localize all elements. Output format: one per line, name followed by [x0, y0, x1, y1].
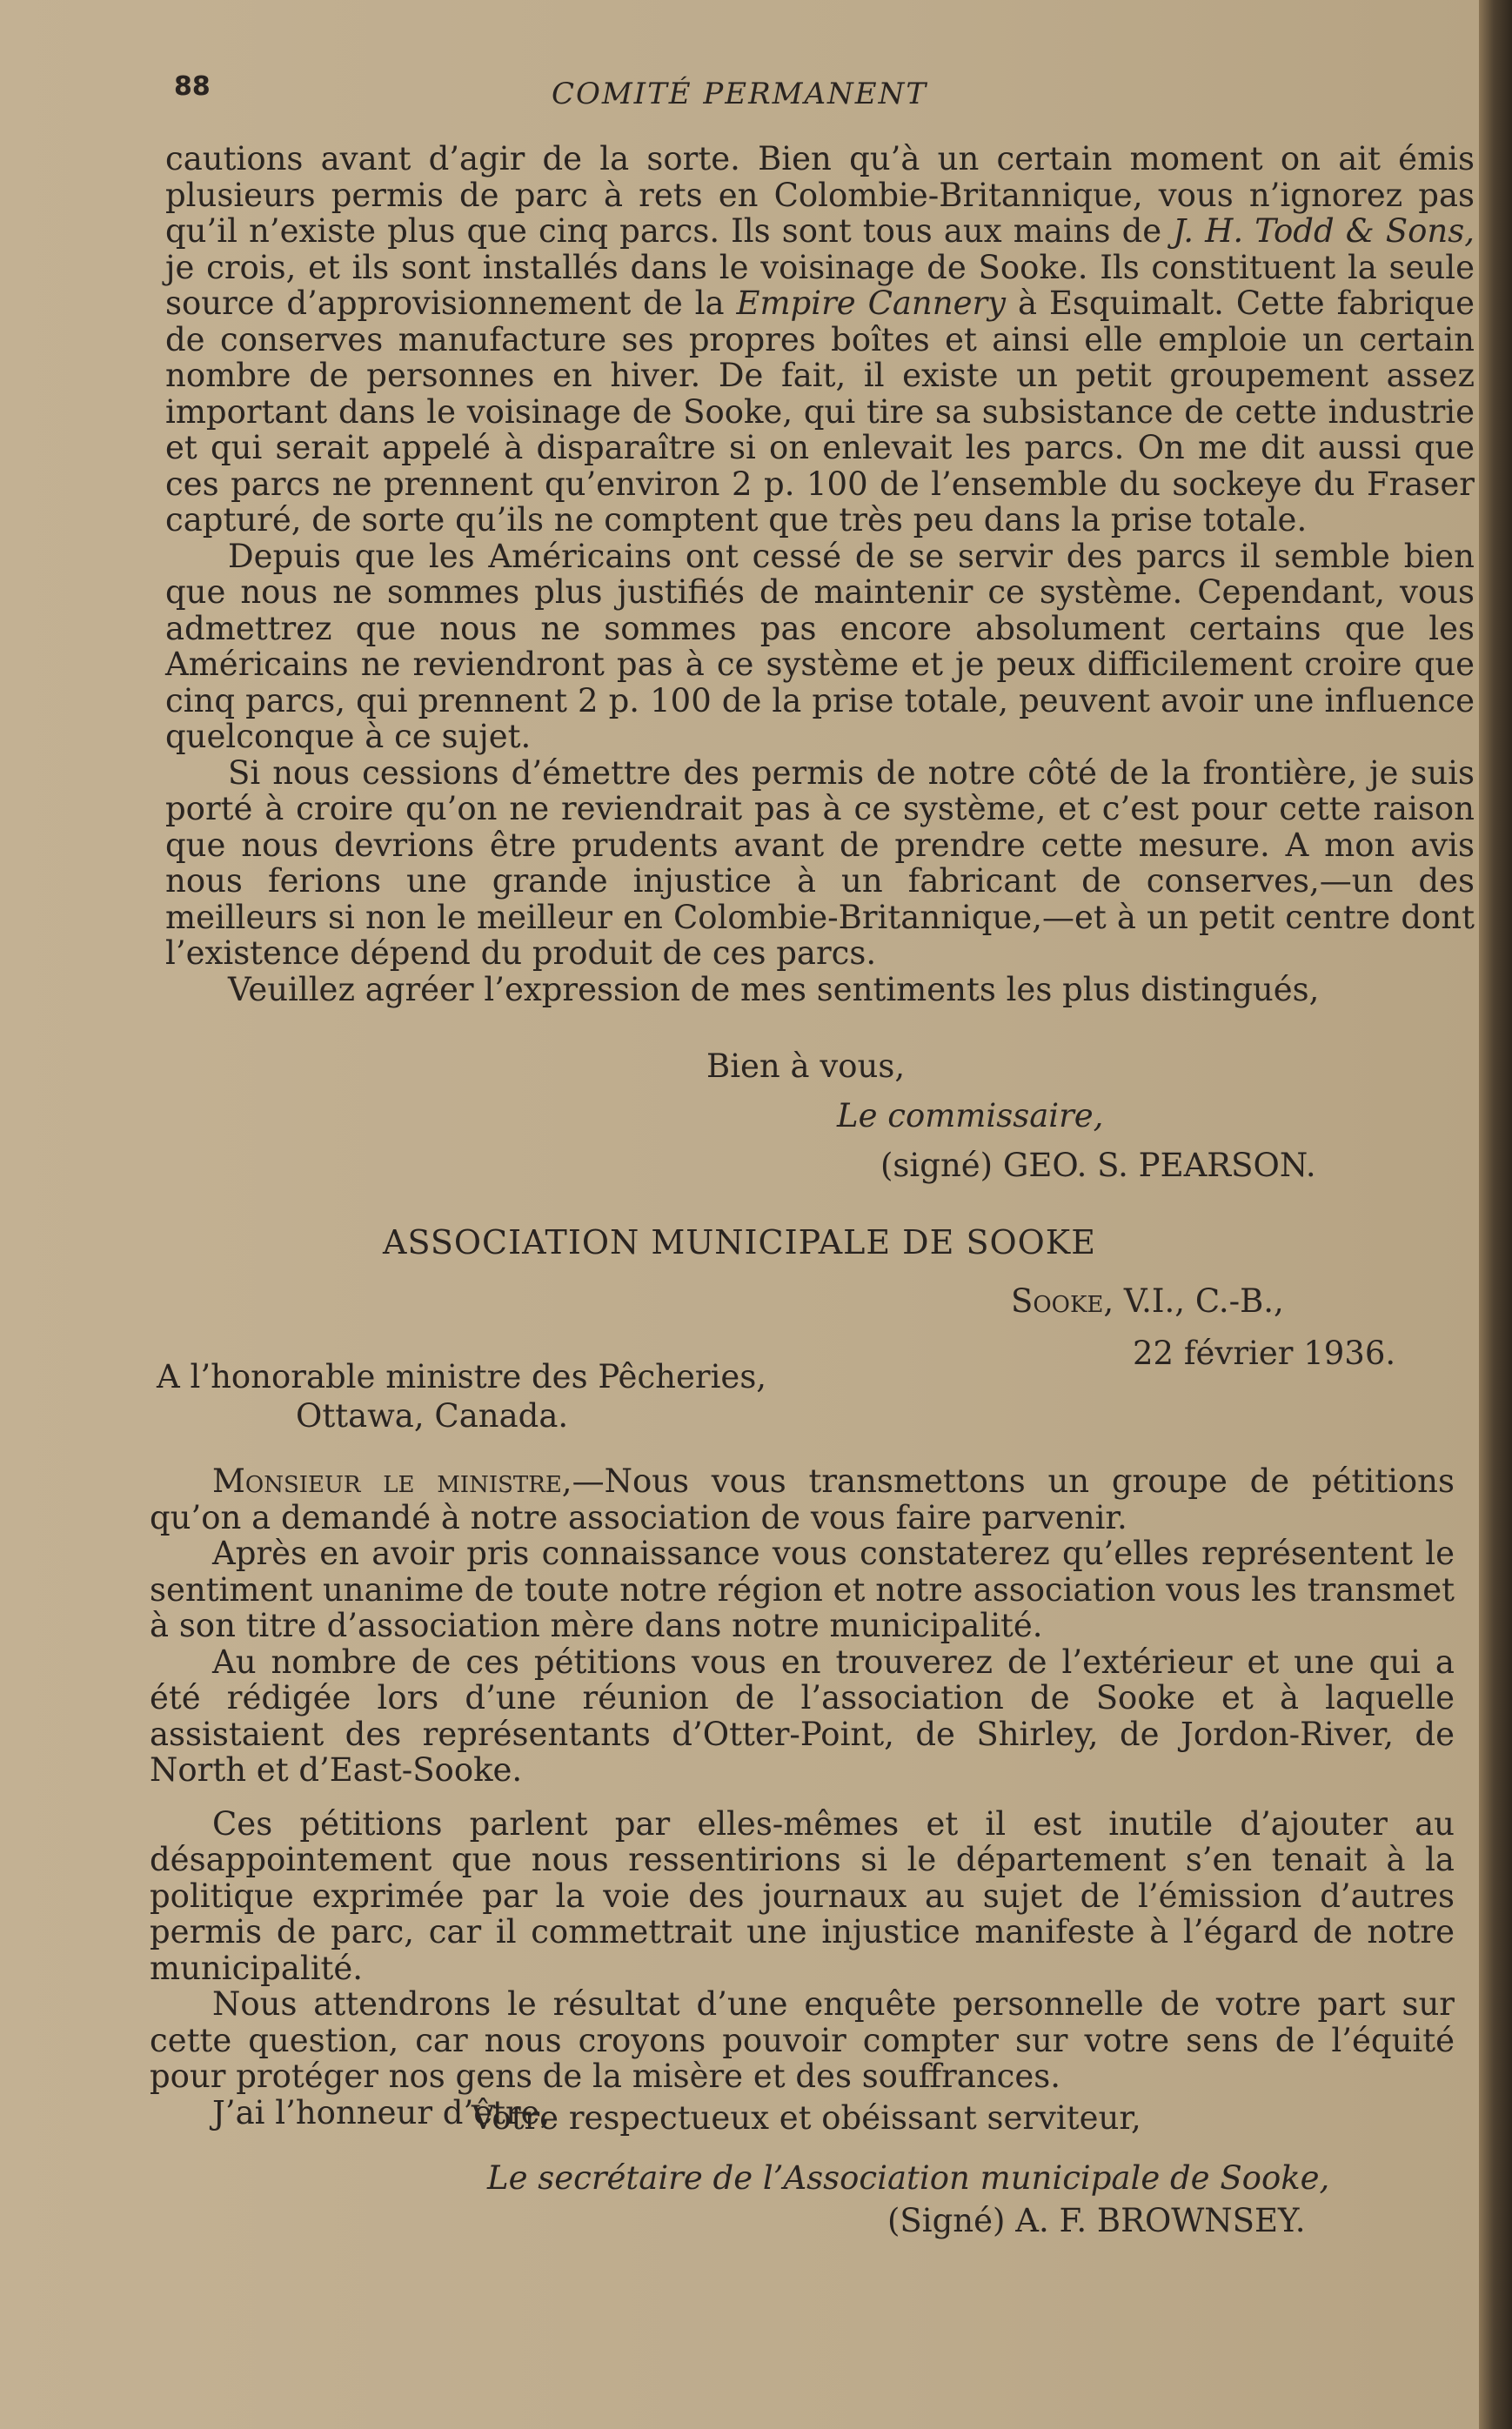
page-number: 88: [174, 71, 211, 102]
letter2-paragraph-3: Au nombre de ces pétitions vous en trouverez de l’extérieur et une qui a été rédigée lors d’une réunion de l’association de Sooke et à laquelle assistaient des représentants d’Otter-Point, de Shirley, de Jordon-River, de North et d’East-Sooke.: [150, 1643, 1455, 1789]
letter1-paragraph-3: Si nous cessions d’émettre des permis de notre côté de la frontière, je suis porté à croire qu’on ne reviendrait pas à ce système, et c’est pour cette raison que nous devrions être prudents avant de prendre cette mesure. A mon avis nous ferions une grande injustice à un fabricant de conserves,—un des meilleurs si non le meilleur en Colombie-Britannique,—et à un petit centre dont l’existence dépend du produit de ces parcs.: [165, 753, 1475, 972]
letter2-role: Le secrétaire de l’Association municipale de Sooke,: [487, 2159, 1330, 2197]
addressee-line-2: Ottawa, Canada.: [296, 1397, 569, 1435]
addressee-line-1: A l’honorable ministre des Pêcheries,: [157, 1358, 767, 1395]
letter1-paragraph-2: Depuis que les Américains ont cessé de se servir des parcs il semble bien que nous ne sommes plus justifiés de maintenir ce système. Cependant, vous admettrez que nous ne sommes pas encore absolument certains que les Américains ne reviendront pas à ce système et je peux difficilement croire que cinq parcs, qui prennent 2 p. 100 de la prise totale, peuvent avoir une influence quelconque à ce sujet.: [165, 537, 1475, 755]
letter1-valediction: Bien à vous,: [706, 1047, 906, 1085]
company-name: J. H. Todd & Sons,: [1173, 212, 1475, 250]
letter2-paragraph-4: Ces pétitions parlent par elles-mêmes et il est inutile d’ajouter au désappointement que nous ressentirions si le département s’en tenait à la politique exprimée par la voie des journaux au sujet de l’émission d’autres permis de parc, car il commettrait une injustice manifeste à l’égard de notre municipalité.: [150, 1804, 1455, 1987]
letter2-title: ASSOCIATION MUNICIPALE DE SOOKE: [383, 1223, 1096, 1261]
salutation: Monsieur le ministre,: [212, 1462, 572, 1500]
running-head: COMITÉ PERMANENT: [551, 77, 928, 111]
cannery-name: Empire Cannery: [736, 284, 1007, 322]
letter1-paragraph-4: Veuillez agréer l’expression de mes sentiments les plus distingués,: [228, 970, 1320, 1008]
letter2-valediction: Votre respectueux et obéissant serviteur,: [472, 2099, 1141, 2137]
letter2-paragraph-2: Après en avoir pris connaissance vous constaterez qu’elles représentent le sentiment unanime de toute notre région et notre association vous les transmet à son titre d’association mère dans notre municipalité.: [150, 1535, 1455, 1644]
letter1-role: Le commissaire,: [837, 1097, 1104, 1134]
letter2-closing: [0, 2100, 1479, 2238]
page-header: [0, 71, 1479, 115]
letter1-signature: (signé) GEO. S. PEARSON.: [880, 1147, 1316, 1184]
letter2-paragraph-1: Monsieur le ministre,—Nous vous transmettons un groupe de pétitions qu’on a demandé à notre association de vous faire parvenir.: [150, 1462, 1455, 1536]
letter2-body: [150, 1463, 1455, 2131]
letter2-place: Sooke, V.I., C.-B.,: [1011, 1282, 1284, 1320]
letter2-paragraph-6: J’ai l’honneur d’être,: [212, 2093, 551, 2131]
letter2-paragraph-5: Nous attendrons le résultat d’une enquête personnelle de votre part sur cette question, car nous croyons pouvoir compter sur votre sens de l’équité pour protéger nos gens de la misère et des souffrances.: [150, 1985, 1455, 2095]
page-edge: [1479, 0, 1512, 2429]
letter1-paragraph-1: cautions avant d’agir de la sorte. Bien qu’à un certain moment on ait émis plusieurs permis de parc à rets en Colombie-Britannique, vous n’ignorez pas qu’il n’existe plus que cinq parcs. Ils sont tous aux mains de J. H. Todd & Sons, je crois, et ils sont installés dans le voisinage de Sooke. Ils constituent la seule source d’approvisionnement de la Empire Cannery à Esquimalt. Cette fabrique de conserves manufacture ses propres boîtes et ainsi elle emploie un certain nombre de personnes en hiver. De fait, il existe un petit groupement assez important dans le voisinage de Sooke, qui tire sa subsistance de cette industrie et qui serait appelé à disparaître si on enlevait les parcs. On me dit aussi que ces parcs ne prennent qu’environ 2 p. 100 de l’ensemble du sockeye du Fraser capturé, de sorte qu’ils ne comptent que très peu dans la prise totale.: [165, 140, 1475, 539]
letter1-body: [165, 141, 1475, 1007]
letter2-signature: (Signé) A. F. BROWNSEY.: [887, 2202, 1306, 2239]
letter2-date: 22 février 1936.: [1133, 1335, 1396, 1372]
letter1-closing: [0, 1048, 1479, 1183]
